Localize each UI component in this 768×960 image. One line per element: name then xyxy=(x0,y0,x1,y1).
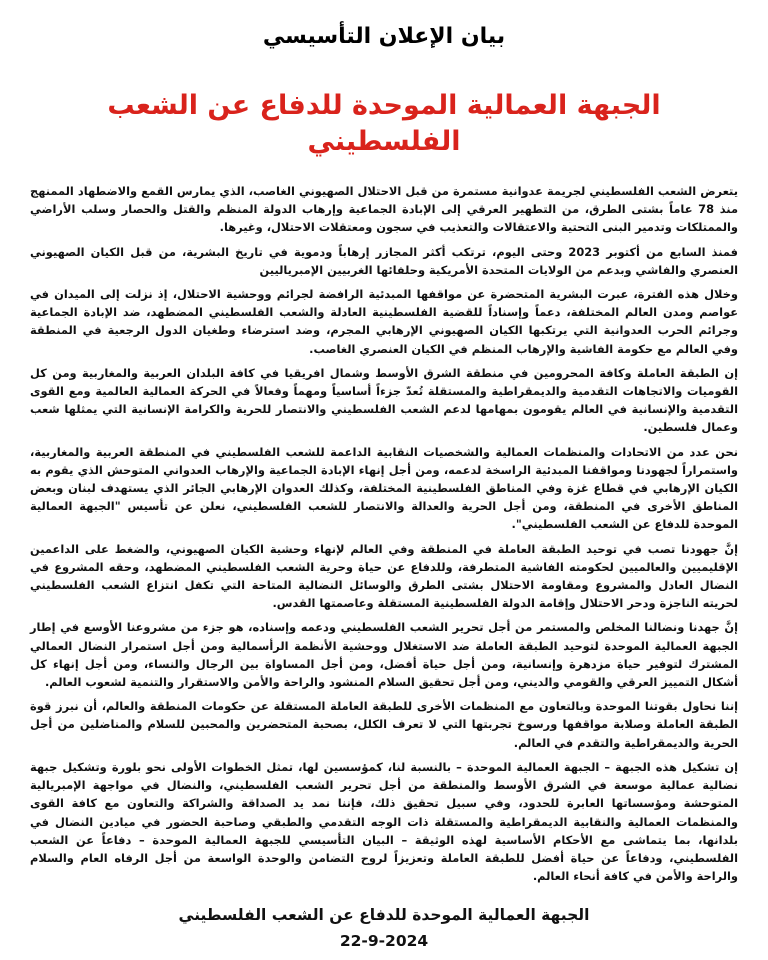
signature-name: الجبهة العمالية الموحدة للدفاع عن الشعب الفلسطيني xyxy=(178,906,590,925)
paragraph-7: إنَّ جهدنا ونضالنا المخلص والمستمر من أجل تحرير الشعب الفلسطيني ودعمه وإسناده، هو جزء من مشروعنا الأوسع في إطار الجبهة العمالية الموحدة لتوحيد الطبقة العاملة ضد الاستغلال ووحشية الأنظمة الرأسمالية ومن أجل استمرار النضال العمالي المشترك لتوفير حياة مزدهرة وإنسانية، ومن أجل حياة أفضل، ومن أجل المساواة بين الرجال والنساء، ومن أجل إنهاء كل أشكال التمييز العرقي والقومي والديني، ومن أجل تحقيق السلام المنشود والراحة والأمن والاستقرار والتنمية لشعوب العالم. xyxy=(30,620,738,690)
document-title: الجبهة العمالية الموحدة للدفاع عن الشعب الفلسطيني xyxy=(107,90,661,157)
paragraph-1: يتعرض الشعب الفلسطيني لجريمة عدوانية مستمرة من قبل الاحتلال الصهيوني الغاصب، الذي يمارس القمع والاضطهاد الممنهج منذ 78 عاماً بشتى الطرق، من التطهير العرقي إلى الإبادة الجماعية وإرهاب الدولة المنظم والقتل والحصار وسلب الأراضي والممتلكات وتدمير البنى التحتية والاعتقالات والتعذيب في سجون ومعتقلات الاحتلال، وغيرها. xyxy=(30,184,738,235)
paragraph-9: إن تشكيل هذه الجبهة – الجبهة العمالية الموحدة – بالنسبة لنا، كمؤسسين لها، تمثل الخطوات الأولى نحو بلورة وتشكيل جبهة نضالية عمالية موسعة في الشرق الأوسط والمنطقة من أجل تحرير الشعب الفلسطيني، والنضال في مواجهة الإمبريالية المتوحشة ومؤسساتها العابرة للحدود، وفي سبيل تحقيق ذلك، فإننا نمد يد الصداقة والشراكة والتعاون مع كافة القوى والمنظمات العمالية والنقابية الديمقراطية والمستقلة ذات الوجه التقدمي والطبقي وصاحبة الحضور في ميادين النضال في بلدانها، بما يتماشى مع الأحكام الأساسية لهذه الوثيقة – البيان التأسيسي للجبهة العمالية الموحدة – دفاعاً عن الشعب الفلسطيني، ودفاعاً عن حياة أفضل للطبقة العاملة وتعزيزاً لروح التضامن والوحدة الواسعة من أجل الرفاه العام والسلام والراحة والأمن في كافة أنحاء العالم. xyxy=(30,759,738,884)
paragraph-5: نحن عدد من الاتحادات والمنظمات العمالية والشخصيات النقابية الداعمة للشعب الفلسطيني في المنطقة العربية والمغاربية، واستمراراً لجهودنا ومواقفنا المبدئية الراسخة لدعمه، ومن أجل إنهاء الإبادة الجماعية والإرهاب العدواني المتوحش الذي يقوم به الكيان الإرهابي في قطاع غزة وفي المناطق الفلسطينية المختلفة، وكذلك العدوان الإرهابي الجائر الذي يستهدف لبنان وبعض المناطق الأخرى في المنطقة، ومن أجل الحرية والعدالة والانتصار للشعب الفلسطيني، نعلن عن تأسيس "الجبهة العمالية الموحدة للدفاع عن الشعب الفلسطيني". xyxy=(30,444,738,532)
paragraph-8: إننا نحاول بقوتنا الموحدة وبالتعاون مع المنظمات الأخرى للطبقة العاملة المستقلة عن حكومات المنطقة والعالم، أن نبرز قوة الطبقة العاملة وصلابة مواقفها ورسوخ تجربتها التي لا تعرف الكلل، بصحبة المتحضرين والمحبين للسلام والمناضلين من أجل الحرية والديمقراطية والتقدم في العالم. xyxy=(30,699,738,750)
paragraph-2: فمنذ السابع من أكتوبر 2023 وحتى اليوم، ترتكب أكثر المجازر إرهاباً ودموية في تاريخ البشرية، من قبل الكيان الصهيوني العنصري والفاشي وبدعم من الولايات المتحدة الأمريكية وحلفائها الغربيين الإمبرياليين xyxy=(30,244,738,277)
paragraph-6: إنَّ جهودنا تصب في توحيد الطبقة العاملة في المنطقة وفي العالم لإنهاء وحشية الكيان الصهيوني، والضغط على الداعمين الإقليميين والعالميين لحكومته الفاشية المتطرفة، وللدفاع عن حياة وحرية الشعب الفلسطيني المضطهد، وحقه المشروع في النضال العادل والمشروع ومقاومة الاحتلال بشتى الطرق والوسائل النضالية المتاحة التي تكفل انتزاع الشعب الفلسطيني لحريته الناجزة ودحر الاحتلال وإقامة الدولة الفلسطينية المستقلة وعاصمتها القدس. xyxy=(30,541,738,611)
signature-block xyxy=(30,903,738,953)
document-heading: بيان الإعلان التأسيسي xyxy=(262,24,506,49)
paragraph-3: وخلال هذه الفترة، عبرت البشرية المتحضرة عن مواقفها المبدئية الرافضة لجرائم ووحشية الاحتلال، إذ نزلت إلى الميدان في عواصم ومدن العالم المختلفة، دعماً وإسناداً للقضية الفلسطينية العادلة والشعب الفلسطيني المضطهد، ضد الإبادة الجماعية وجرائم الحرب العدوانية التي يرتكبها الكيان الصهيوني الإرهابي المجرم، وضد استرضاء وطغيان الدول الرجعية في المنطقة وفي العالم مع حكومة الفاشية والإرهاب المنظم في الكيان العنصري الغاصب. xyxy=(30,287,738,356)
signature-date: 22-9-2024 xyxy=(339,932,429,951)
document-body xyxy=(30,182,738,885)
paragraph-4: إن الطبقة العاملة وكافة المحرومين في منطقة الشرق الأوسط وشمال افريقيا في كافة البلدان العربية والمغاربية ومن كل القوميات والاتجاهات التقدمية والديمقراطية والمستقلة تُعدّ جزءاً أساسياً ومهماً وفعالاً في الحركة العمالية العالمية ومع القوى التقدمية والإنسانية في العالم يقومون بمهامها لدعم الشعب الفلسطيني والانتصار للحرية والكرامة الإنسانية التي يمثلها شعب وعمال فلسطين. xyxy=(30,365,738,435)
